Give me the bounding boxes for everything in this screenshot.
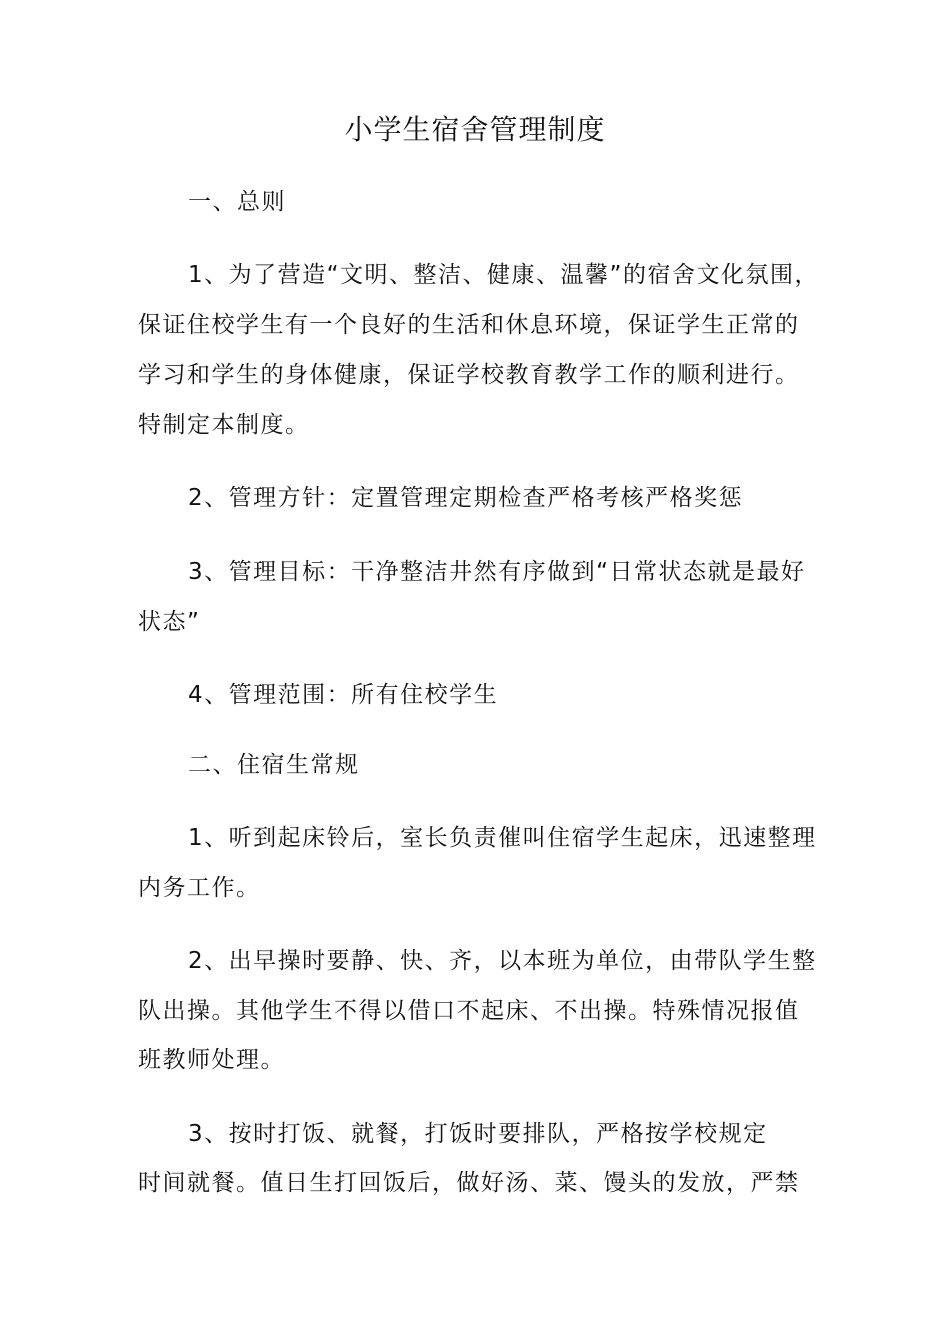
paragraph-line: 1、为了营造“文明、整洁、健康、温馨”的宿舍文化氛围， [188, 262, 819, 288]
paragraph-line: 队出操。其他学生不得以借口不起床、不出操。特殊情况报值 [138, 998, 800, 1024]
paragraph-line: 状态” [138, 609, 201, 635]
paragraph-line: 时间就餐。值日生打回饭后，做好汤、菜、馒头的发放，严禁 [138, 1170, 800, 1196]
paragraph-line: 1、听到起床铃后，室长负责催叫住宿学生起床，迅速整理 [188, 825, 817, 851]
paragraph-line: 2、出早操时要静、快、齐，以本班为单位，由带队学生整 [188, 948, 817, 974]
paragraph-line: 3、按时打饭、就餐，打饭时要排队，严格按学校规定 [188, 1121, 768, 1147]
paragraph-line: 3、管理目标：干净整洁井然有序做到“日常状态就是最好 [188, 559, 806, 585]
paragraph-line: 2、管理方针：定置管理定期检查严格考核严格奖惩 [188, 485, 744, 511]
page-title: 小学生宿舍管理制度 [344, 113, 606, 146]
section-heading-general: 一、总则 [188, 189, 286, 215]
paragraph-line: 4、管理范围：所有住校学生 [188, 682, 499, 708]
paragraph-line: 内务工作。 [138, 875, 261, 901]
paragraph-line: 学习和学生的身体健康，保证学校教育教学工作的顺利进行。 [138, 362, 800, 388]
paragraph-line: 保证住校学生有一个良好的生活和休息环境，保证学生正常的 [138, 312, 800, 338]
paragraph-line: 特制定本制度。 [138, 412, 310, 438]
section-heading-boarding: 二、住宿生常规 [188, 752, 360, 778]
paragraph-line: 班教师处理。 [138, 1047, 285, 1073]
